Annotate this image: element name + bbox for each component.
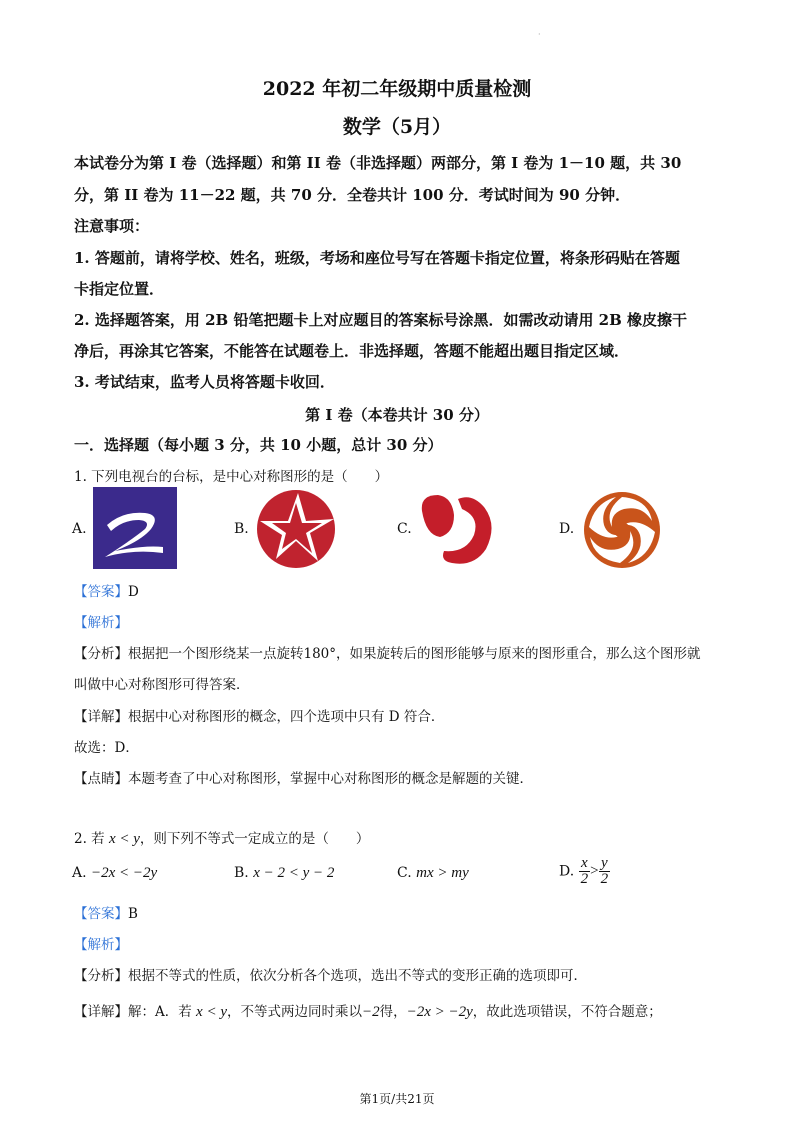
q2-option-d-num-x: x (579, 856, 591, 872)
q2-option-d-frac-x (579, 856, 591, 887)
q2-xiangjie-post: ，故此选项错误，不符合题意； (472, 1004, 662, 1020)
q1-answer-row (74, 580, 139, 600)
q1-stem: 1. 下列电视台的台标，是中心对称图形的是（ ） (74, 469, 389, 485)
q2-option-a-expr: −2x < −2y (91, 865, 158, 881)
q2-xiangjie-math-1: x < y (196, 1004, 227, 1020)
q2-option-a-label: A. (72, 865, 87, 881)
q2-fenxi-row (74, 964, 587, 984)
q2-answer-tag: 【答案】 (74, 906, 128, 922)
q2-option-b-expr: x − 2 < y − 2 (253, 865, 335, 881)
notice-1b: 卡指定位置． (74, 280, 165, 298)
q1-option-d-logo (582, 491, 662, 569)
q2-stem-post: ，则下列不等式一定成立的是（ ） (139, 831, 370, 847)
q1-answer: D (128, 584, 139, 600)
q1-dianjing-row (74, 767, 533, 787)
q1-xiangjie-text: 根据中心对称图形的概念，四个选项中只有 D 符合． (128, 709, 445, 725)
q1-fenxi-text-1: 根据把一个图形绕某一点旋转180°，如果旋转后的图形能够与原来的图形重合，那么这个图形就 (128, 646, 701, 662)
q1-analysis-tag: 【解析】 (74, 615, 128, 631)
q1-fenxi-row-1 (74, 642, 701, 662)
notice-title: 注意事项： (74, 217, 150, 235)
q1-option-b-logo (256, 489, 336, 569)
q2-stem (74, 827, 369, 848)
page-footer: 第1页/共21页 (359, 1092, 435, 1106)
q2-fenxi-text: 根据不等式的性质，依次分析各个选项，选出不等式的变形正确的选项即可． (128, 968, 587, 984)
notice-2a: 2. 选择题答案，用 2B 铅笔把题卡上对应题目的答案标号涂黑．如需改动请用 2B 橡皮擦干 (74, 311, 688, 329)
q2-xiangjie-tag: 【详解】 (74, 1004, 128, 1020)
q2-xiangjie-math-3: −2x > −2y (406, 1004, 473, 1020)
intro-line-1: 本试卷分为第 I 卷（选择题）和第 II 卷（非选择题）两部分，第 I 卷为 1－10 题，共 30 (74, 154, 682, 172)
notice-3: 3. 考试结束，监考人员将答题卡收回． (74, 373, 335, 391)
q2-xiangjie-mid2: 得， (379, 1004, 407, 1020)
notice-2b: 净后，再涂其它答案，不能答在试题卷上．非选择题，答题不能超出题目指定区域． (74, 342, 630, 360)
q2-option-d-num-y: y (599, 856, 611, 872)
q1-option-a-label: A. (72, 521, 87, 537)
q1-option-b-label: B. (234, 521, 249, 537)
q2-answer: B (128, 906, 138, 922)
q1-dianjing-text: 本题考查了中心对称图形，掌握中心对称图形的概念是解题的关键． (128, 771, 533, 787)
q1-option-c-logo (418, 491, 498, 567)
q2-fenxi-tag: 【分析】 (74, 968, 128, 984)
q1-dianjing-tag: 【点睛】 (74, 771, 128, 787)
q2-xiangjie-pre: 解：A．若 (128, 1004, 192, 1020)
q2-option-c (397, 865, 469, 882)
volume-heading: 第 I 卷（本卷共计 30 分） (305, 406, 489, 424)
q2-xiangjie-mid: ，不等式两边同时乘以 (226, 1004, 362, 1020)
q2-option-d-label: D. (559, 863, 575, 880)
q2-option-d-den-y: 2 (600, 871, 609, 887)
q1-option-c-label: C. (397, 521, 412, 537)
exam-subtitle: 数学（5月） (342, 116, 452, 138)
q2-analysis-tag: 【解析】 (74, 937, 128, 953)
q2-xiangjie-math-2: −2 (361, 1004, 380, 1020)
notice-1a: 1. 答题前，请将学校、姓名，班级，考场和座位号写在答题卡指定位置，将条形码贴在答题 (74, 249, 680, 267)
q1-option-d-label: D. (559, 521, 575, 537)
q1-fenxi-text-2: 叫做中心对称图形可得答案． (74, 677, 250, 693)
q2-xiangjie-row (74, 1000, 662, 1021)
q2-option-d-den-x: 2 (580, 871, 589, 887)
q2-option-b-label: B. (234, 865, 249, 881)
q2-option-c-label: C. (397, 865, 412, 881)
corner-dot: · (538, 30, 541, 39)
q1-fenxi-tag: 【分析】 (74, 646, 128, 662)
q1-xiangjie-row (74, 705, 444, 725)
q1-guxuan: 故选：D． (74, 740, 139, 756)
q1-xiangjie-tag: 【详解】 (74, 709, 128, 725)
q2-stem-pre: 2. 若 (74, 831, 105, 847)
q2-stem-math: x < y (108, 831, 140, 847)
q2-option-a (72, 865, 157, 882)
intro-line-2: 分，第 II 卷为 11－22 题，共 70 分．全卷共计 100 分．考试时间为 90 分钟． (74, 186, 631, 204)
q1-answer-tag: 【答案】 (74, 584, 128, 600)
q2-option-d-op: > (590, 863, 599, 879)
q2-answer-row (74, 902, 138, 922)
q2-option-d-frac-y (599, 856, 611, 887)
part-heading: 一．选择题（每小题 3 分，共 10 小题，总计 30 分） (74, 436, 443, 454)
q2-option-b (234, 865, 334, 882)
q1-option-a-logo (93, 487, 177, 569)
q2-option-c-expr: mx > my (416, 865, 469, 881)
exam-title: 2022 年初二年级期中质量检测 (262, 78, 532, 100)
q2-option-d (559, 856, 610, 887)
